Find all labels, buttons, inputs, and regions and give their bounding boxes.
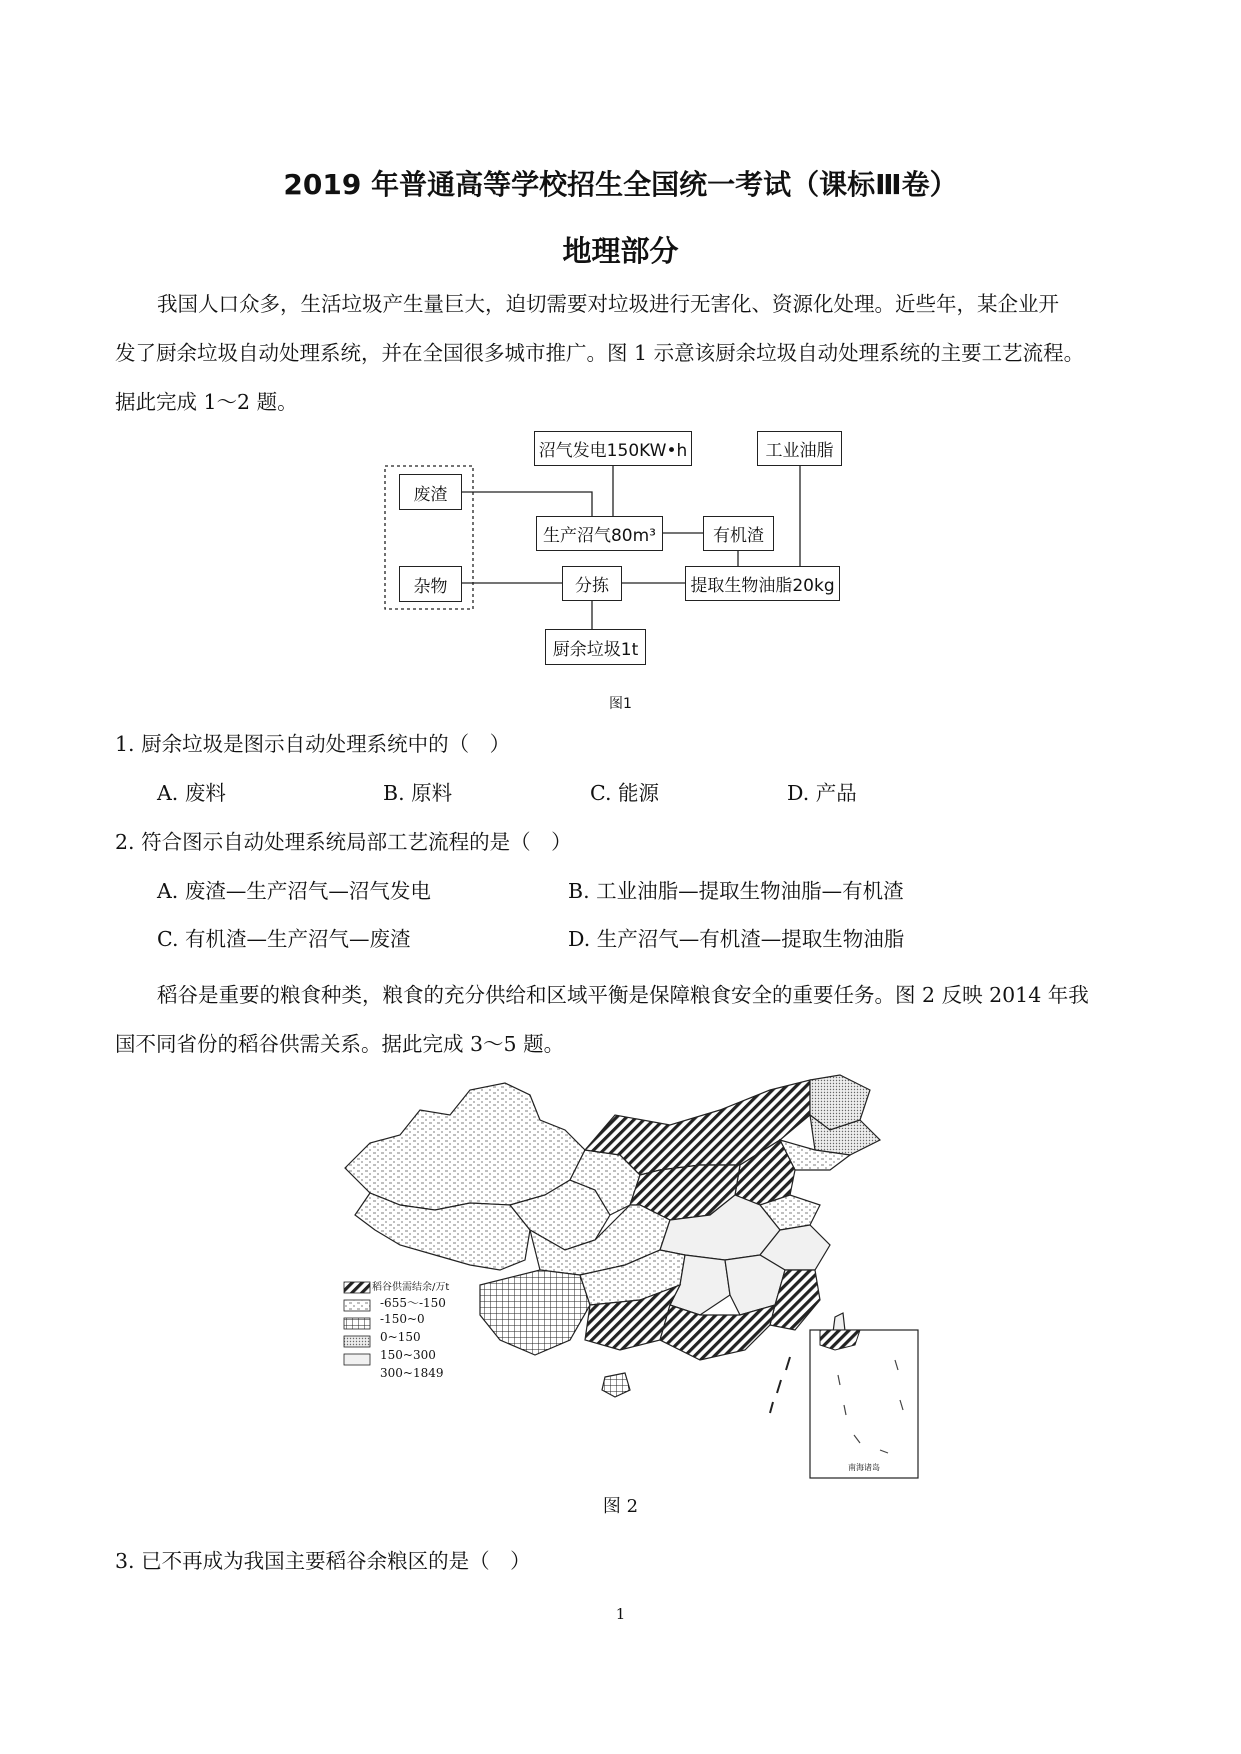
q2-option-a: A. 废渣—生产沼气—沼气发电 bbox=[157, 879, 431, 903]
q1-option-a: A. 废料 bbox=[157, 781, 226, 805]
box-organic-residue: 有机渣 bbox=[703, 516, 774, 551]
q2-option-c: C. 有机渣—生产沼气—废渣 bbox=[157, 927, 411, 951]
page-subtitle: 地理部分 bbox=[562, 234, 679, 268]
box-extract-oil: 提取生物油脂20kg bbox=[685, 566, 840, 601]
region-xinjiang bbox=[345, 1083, 585, 1210]
sea-border-marks bbox=[770, 1357, 790, 1413]
intro1-line1: 我国人口众多，生活垃圾产生量巨大，迫切需要对垃圾进行无害化、资源化处理。近些年，某企业开 bbox=[157, 292, 1059, 316]
legend-label-2: -150~0 bbox=[380, 1312, 425, 1326]
intro2-line2: 国不同省份的稻谷供需关系。据此完成 3～5 题。 bbox=[115, 1032, 565, 1056]
question-3-stem: 3. 已不再成为我国主要稻谷余粮区的是（ ） bbox=[115, 1549, 531, 1573]
box-biogas-power: 沼气发电150KW•h bbox=[534, 431, 692, 466]
south-china-sea-inset bbox=[810, 1330, 918, 1478]
figure1-caption: 图1 bbox=[609, 696, 632, 712]
box-debris: 杂物 bbox=[399, 566, 462, 602]
figure2-caption: 图 2 bbox=[602, 1496, 639, 1517]
flowchart-connectors bbox=[0, 0, 1241, 720]
legend-label-5: 300~1849 bbox=[380, 1366, 444, 1380]
page-title: 2019 年普通高等学校招生全国统一考试（课标Ⅲ卷） bbox=[283, 168, 958, 201]
legend-title: 稻谷供需结余/万t bbox=[372, 1282, 450, 1293]
box-kitchen-waste: 厨余垃圾1t bbox=[545, 629, 646, 665]
q2-option-b: B. 工业油脂—提取生物油脂—有机渣 bbox=[568, 879, 904, 903]
box-produce-biogas: 生产沼气80m³ bbox=[536, 516, 663, 551]
legend-label-3: 0~150 bbox=[380, 1330, 421, 1344]
question-2-stem: 2. 符合图示自动处理系统局部工艺流程的是（ ） bbox=[115, 830, 572, 854]
box-residue: 废渣 bbox=[399, 474, 462, 510]
legend-label-1: -655～-150 bbox=[380, 1296, 446, 1310]
question-1-stem: 1. 厨余垃圾是图示自动处理系统中的（ ） bbox=[115, 732, 511, 756]
q1-option-d: D. 产品 bbox=[787, 781, 857, 805]
figure2-rice-supply-map bbox=[340, 1055, 920, 1480]
intro1-line3: 据此完成 1～2 题。 bbox=[115, 390, 298, 414]
legend-label-4: 150~300 bbox=[380, 1348, 436, 1362]
q1-option-c: C. 能源 bbox=[590, 781, 659, 805]
region-yunnan bbox=[480, 1270, 590, 1355]
box-sorting: 分拣 bbox=[562, 566, 622, 601]
intro1-line2: 发了厨余垃圾自动处理系统，并在全国很多城市推广。图 1 示意该厨余垃圾自动处理系统的主要工艺流程。 bbox=[115, 341, 1085, 365]
q1-option-b: B. 原料 bbox=[383, 781, 453, 805]
inset-label: 南海诸岛 bbox=[848, 1463, 880, 1472]
page-number: 1 bbox=[615, 1605, 626, 1623]
intro2-line1: 稻谷是重要的粮食种类，粮食的充分供给和区域平衡是保障粮食安全的重要任务。图 2 反映 2014 年我 bbox=[157, 983, 1089, 1007]
q2-option-d: D. 生产沼气—有机渣—提取生物油脂 bbox=[568, 927, 905, 951]
region-guangdong bbox=[660, 1305, 775, 1360]
figure1-flowchart bbox=[0, 0, 1241, 720]
box-industrial-oil: 工业油脂 bbox=[757, 431, 842, 466]
region-hainan bbox=[602, 1373, 630, 1397]
